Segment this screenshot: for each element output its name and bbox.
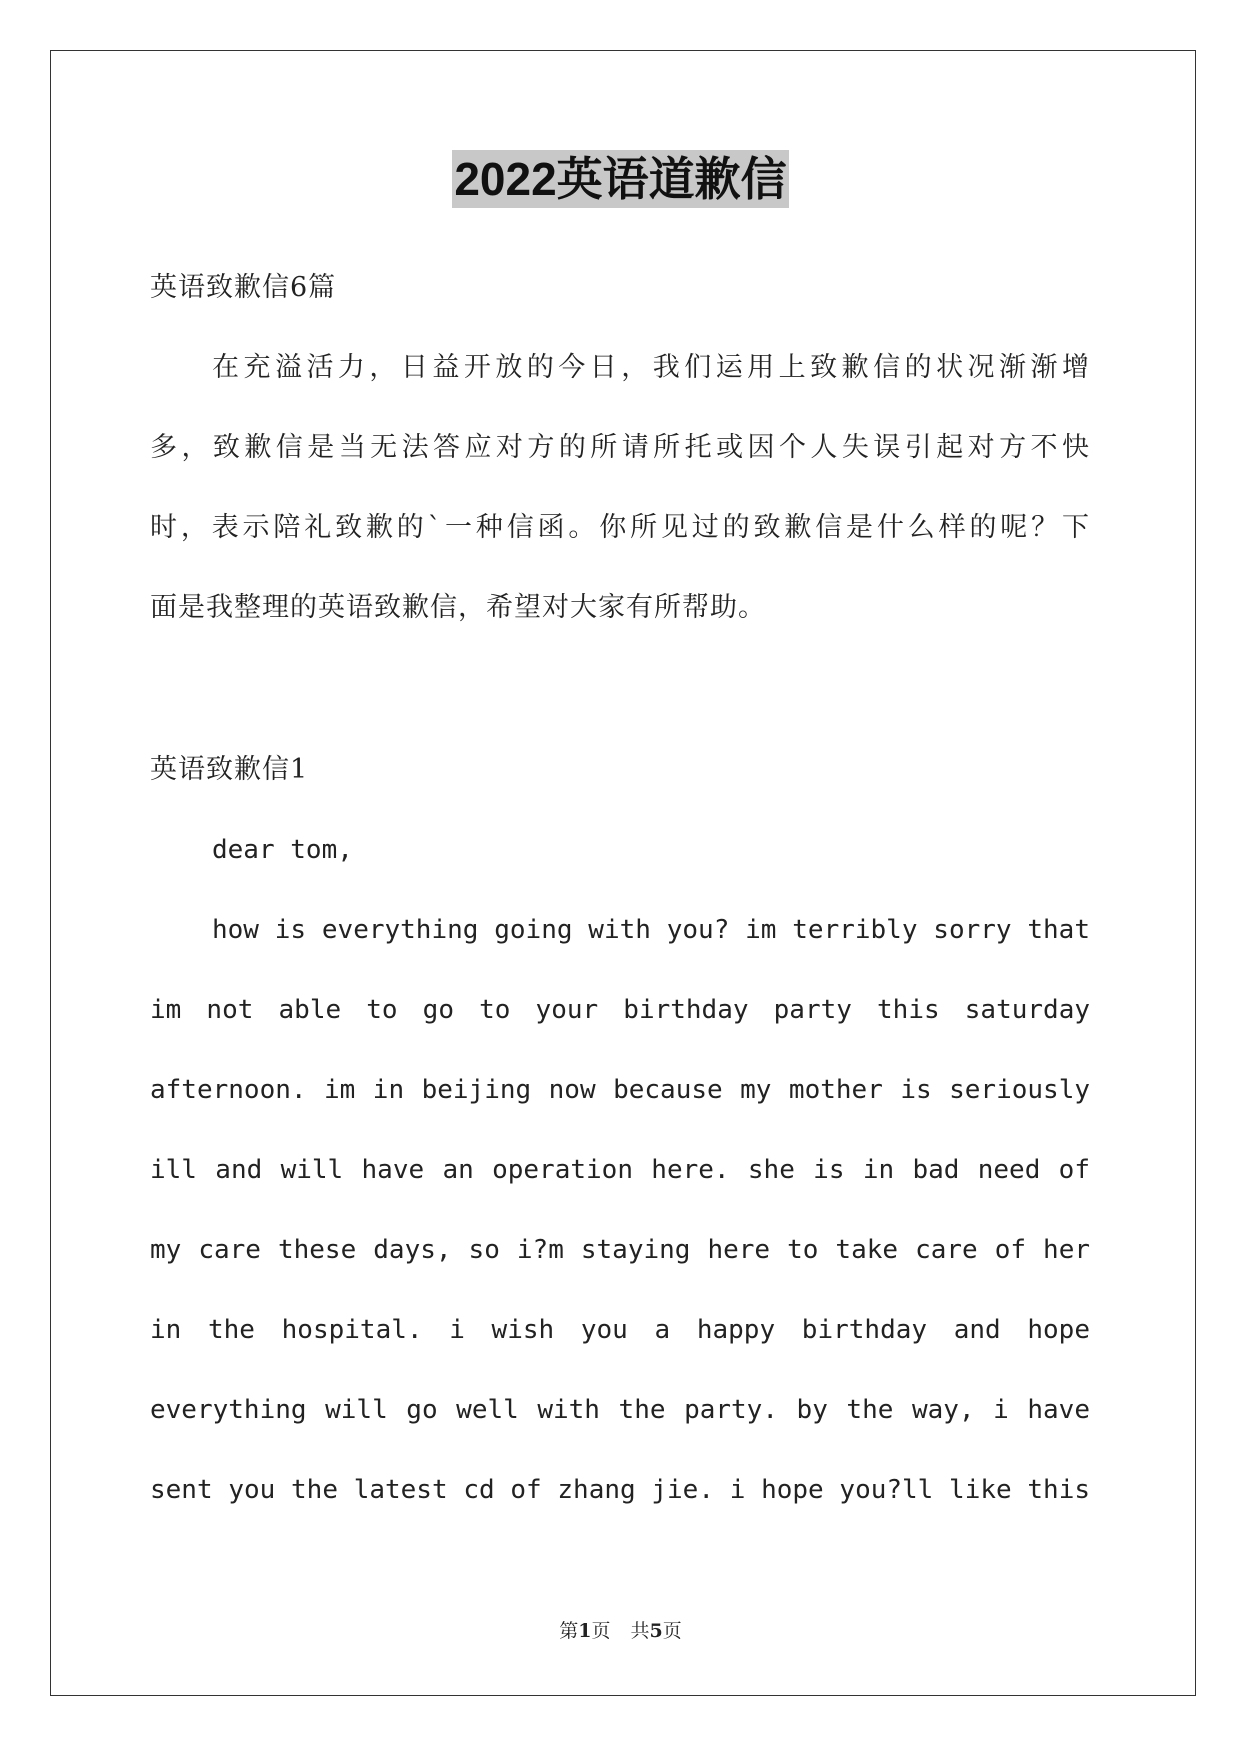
title-container: [0, 150, 1241, 208]
letter-line-8: sent you the latest cd of zhang jie. i hope you?ll like this: [150, 1475, 1090, 1505]
letter-line-2: im not able to go to your birthday party this saturday: [150, 995, 1090, 1025]
page-prefix: 第: [559, 1620, 579, 1642]
page-current: 1: [578, 1620, 592, 1642]
page-total: 5: [649, 1620, 663, 1642]
page-suffix: 页: [591, 1620, 611, 1642]
letter-line-1: how is everything going with you? im terribly sorry that: [212, 915, 1090, 945]
letter-line-7: everything will go well with the party. by the way, i have: [150, 1395, 1090, 1425]
letter-line-5: my care these days, so i?m staying here to take care of her: [150, 1235, 1090, 1265]
letter-salutation: dear tom,: [212, 835, 353, 865]
document-subtitle: 英语致歉信6篇: [150, 272, 337, 303]
intro-line-3: 时，表示陪礼致歉的`一种信函。你所见过的致歉信是什么样的呢？下: [150, 512, 1090, 543]
intro-line-2: 多，致歉信是当无法答应对方的所请所托或因个人失误引起对方不快: [150, 432, 1090, 463]
letter-line-6: in the hospital. i wish you a happy birthday and hope: [150, 1315, 1090, 1345]
section-heading: 英语致歉信1: [150, 754, 309, 785]
page-footer: [0, 1618, 1241, 1644]
document-title: 2022英语道歉信: [452, 150, 788, 208]
total-prefix: 共: [630, 1620, 650, 1642]
intro-line-1: 在充溢活力，日益开放的今日，我们运用上致歉信的状况渐渐增: [212, 352, 1090, 383]
letter-line-4: ill and will have an operation here. she is in bad need of: [150, 1155, 1090, 1185]
letter-line-3: afternoon. im in beijing now because my mother is seriously: [150, 1075, 1090, 1105]
total-suffix: 页: [662, 1620, 682, 1642]
intro-line-4: 面是我整理的英语致歉信，希望对大家有所帮助。: [150, 592, 766, 623]
